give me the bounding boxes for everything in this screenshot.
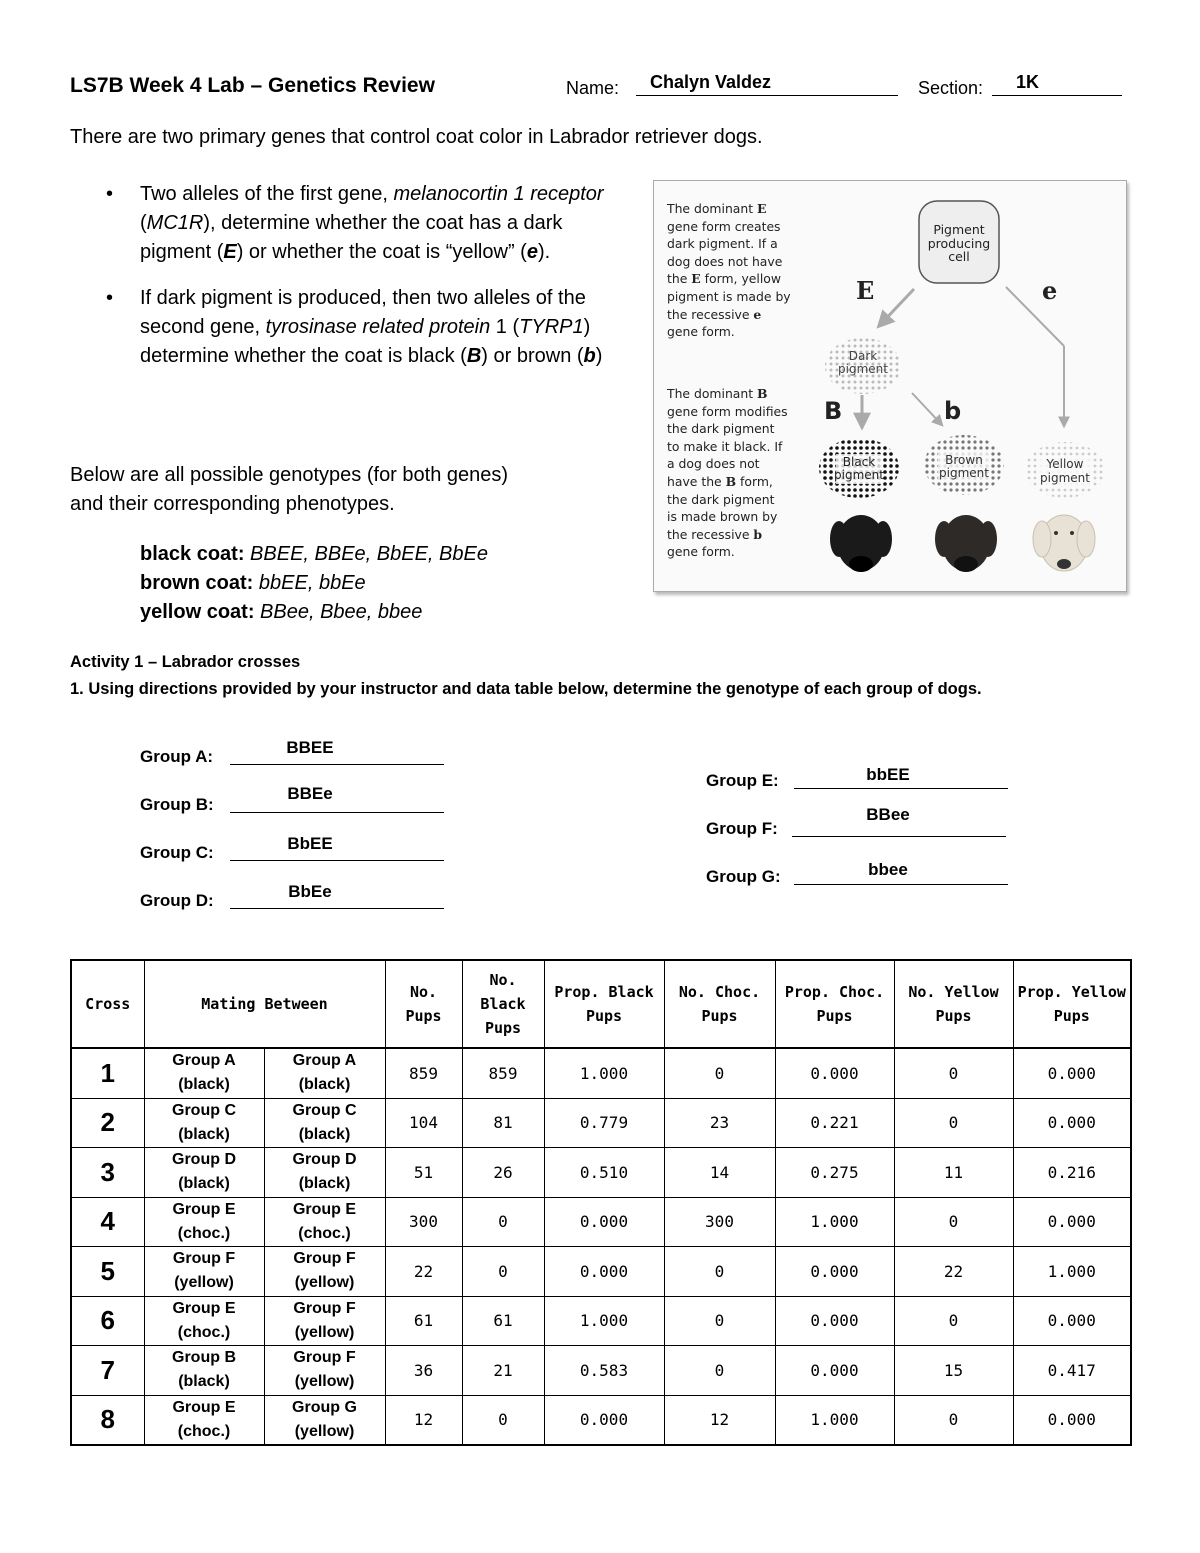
caption-line: the dark pigment — [667, 491, 775, 507]
mating-group-2: Group E (choc.) — [264, 1197, 385, 1247]
prop-black-pups: 0.510 — [544, 1148, 664, 1198]
intro-text: There are two primary genes that control coat color in Labrador retriever dogs. — [70, 126, 763, 148]
bullet-dot-icon: • — [106, 183, 114, 205]
bullet-text: Two alleles of the first gene, — [140, 183, 394, 205]
prop-black-pups: 0.000 — [544, 1395, 664, 1445]
prop-yellow-pups: 0.000 — [1013, 1395, 1131, 1445]
prop-choc-pups: 0.221 — [775, 1098, 894, 1148]
dark-pigment-label-1: Dark — [848, 349, 878, 363]
brown-pigment-label-1: Brown — [945, 453, 983, 467]
cross-number: 5 — [71, 1247, 144, 1297]
allele-b-label: b — [944, 397, 962, 425]
caption-line: have the B form, — [667, 473, 773, 489]
group-b-line — [230, 812, 444, 813]
mating-group-1: Group E (choc.) — [144, 1296, 264, 1346]
col-header-mating: Mating Between — [144, 960, 385, 1048]
bullet-text: ) — [595, 345, 603, 367]
name-line — [636, 95, 898, 96]
mating-group-2: Group D (black) — [264, 1148, 385, 1198]
no-black-pups: 81 — [462, 1098, 544, 1148]
prop-yellow-pups: 0.000 — [1013, 1296, 1131, 1346]
activity-heading: Activity 1 – Labrador crosses — [70, 653, 301, 671]
allele-E-label: E — [856, 276, 875, 305]
section-label: Section: — [918, 78, 984, 98]
group-g-label: Group G: — [706, 867, 781, 886]
mating-group-1: Group C (black) — [144, 1098, 264, 1148]
bullet-dot-icon: • — [106, 287, 114, 309]
prop-black-pups: 0.779 — [544, 1098, 664, 1148]
prop-choc-pups: 0.000 — [775, 1247, 894, 1297]
mating-group-1: Group E (choc.) — [144, 1197, 264, 1247]
col-header-prop-black: Prop. Black Pups — [544, 960, 664, 1048]
no-black-pups: 61 — [462, 1296, 544, 1346]
no-choc-pups: 23 — [664, 1098, 775, 1148]
no-yellow-pups: 0 — [894, 1098, 1013, 1148]
pigment-pathway-diagram — [654, 181, 1126, 591]
allele: b — [583, 345, 596, 367]
table-row — [71, 1197, 1131, 1247]
group-b-label: Group B: — [140, 795, 214, 814]
mating-group-1: Group A (black) — [144, 1048, 264, 1098]
col-header-no-yellow: No. Yellow Pups — [894, 960, 1013, 1048]
caption-line: gene form. — [667, 324, 735, 340]
prop-black-pups: 0.583 — [544, 1346, 664, 1396]
cross-number: 1 — [71, 1048, 144, 1098]
cross-number: 2 — [71, 1098, 144, 1148]
group-g-line — [794, 884, 1008, 885]
mating-group-2: Group F (yellow) — [264, 1247, 385, 1297]
group-e-line — [794, 788, 1008, 789]
gene-abbrev: MC1R — [146, 212, 204, 234]
prop-choc-pups: 0.000 — [775, 1048, 894, 1098]
group-a-line — [230, 764, 444, 765]
gene-name: melanocortin 1 receptor — [393, 183, 604, 205]
no-choc-pups: 0 — [664, 1346, 775, 1396]
bullet-mc1r — [70, 180, 635, 267]
caption-line: a dog does not — [667, 456, 760, 472]
prop-black-pups: 0.000 — [544, 1247, 664, 1297]
gene-name: tyrosinase related protein — [265, 316, 491, 338]
table-header-row — [71, 960, 1131, 1048]
section-field[interactable]: 1K — [1016, 72, 1040, 92]
no-choc-pups: 0 — [664, 1247, 775, 1297]
brown-pigment-label-2: pigment — [939, 466, 989, 480]
bullet-text: ). — [537, 241, 551, 263]
prop-choc-pups: 1.000 — [775, 1197, 894, 1247]
phenotype-label: yellow coat: — [140, 601, 255, 623]
activity-question: 1. Using directions provided by your instructor and data table below, determine the genotype of each group of dogs. — [70, 680, 982, 698]
table-row — [71, 1048, 1131, 1098]
group-a-label: Group A: — [140, 747, 214, 766]
caption-line: the dark pigment — [667, 421, 775, 437]
table-row — [71, 1395, 1131, 1445]
black-pigment-label-2: pigment — [834, 468, 884, 482]
no-pups: 51 — [385, 1148, 462, 1198]
caption-line: the recessive e — [667, 306, 762, 322]
group-c-answer[interactable]: BbEE — [287, 834, 333, 853]
mating-group-1: Group B (black) — [144, 1346, 264, 1396]
table-row — [71, 1296, 1131, 1346]
mating-group-1: Group E (choc.) — [144, 1395, 264, 1445]
allele: e — [526, 241, 538, 263]
phenotype-brown — [140, 569, 488, 598]
prop-black-pups: 1.000 — [544, 1296, 664, 1346]
no-pups: 22 — [385, 1247, 462, 1297]
group-g-answer[interactable]: bbee — [868, 860, 908, 879]
prop-black-pups: 0.000 — [544, 1197, 664, 1247]
phenotype-label: black coat: — [140, 543, 245, 565]
caption-line: to make it black. If — [667, 438, 783, 454]
arrow-E — [879, 289, 914, 326]
no-choc-pups: 14 — [664, 1148, 775, 1198]
phenotype-yellow — [140, 598, 488, 627]
group-f-answer[interactable]: BBee — [866, 805, 910, 824]
no-pups: 12 — [385, 1395, 462, 1445]
no-yellow-pups: 0 — [894, 1296, 1013, 1346]
no-yellow-pups: 11 — [894, 1148, 1013, 1198]
col-header-prop-choc: Prop. Choc. Pups — [775, 960, 894, 1048]
no-yellow-pups: 0 — [894, 1395, 1013, 1445]
phenotype-list — [140, 540, 488, 627]
prop-choc-pups: 0.000 — [775, 1346, 894, 1396]
brown-dog-image — [935, 515, 997, 572]
no-pups: 36 — [385, 1346, 462, 1396]
caption-line: pigment is made by — [667, 288, 791, 304]
yellow-dog-image — [1033, 515, 1095, 571]
no-pups: 61 — [385, 1296, 462, 1346]
group-b-answer[interactable]: BBEe — [287, 784, 333, 803]
no-yellow-pups: 0 — [894, 1197, 1013, 1247]
dark-pigment-label-2: pigment — [838, 362, 888, 376]
group-f-label: Group F: — [706, 819, 778, 838]
cell-label-2: producing — [927, 236, 991, 251]
section-line — [992, 95, 1122, 96]
name-label: Name: — [566, 78, 620, 98]
caption-line: The dominant E — [667, 201, 767, 216]
no-yellow-pups: 22 — [894, 1247, 1013, 1297]
table-row — [71, 1346, 1131, 1396]
bullet-text: 1 ( — [490, 316, 520, 338]
phenotype-genotypes: BBEE, BBEe, BbEE, BbEe — [250, 543, 488, 565]
caption-line: The dominant B — [667, 386, 768, 401]
cross-number: 6 — [71, 1296, 144, 1346]
allele: E — [223, 241, 237, 263]
prop-black-pups: 1.000 — [544, 1048, 664, 1098]
group-e-label: Group E: — [706, 771, 779, 790]
mating-group-1: Group F (yellow) — [144, 1247, 264, 1297]
arrow-b — [912, 393, 942, 425]
table-row — [71, 1247, 1131, 1297]
no-choc-pups: 0 — [664, 1048, 775, 1098]
group-d-answer[interactable]: BbEe — [288, 882, 332, 901]
mating-group-1: Group D (black) — [144, 1148, 264, 1198]
no-black-pups: 21 — [462, 1346, 544, 1396]
caption-line: the E form, yellow — [667, 271, 781, 287]
caption-line: dog does not have — [667, 253, 783, 269]
caption-line: gene form. — [667, 544, 735, 560]
bullet-text: ) determine whether the coat is black ( — [140, 316, 591, 367]
cross-number: 7 — [71, 1346, 144, 1396]
cross-number: 8 — [71, 1395, 144, 1445]
no-choc-pups: 12 — [664, 1395, 775, 1445]
no-pups: 859 — [385, 1048, 462, 1098]
col-header-no-choc: No. Choc. Pups — [664, 960, 775, 1048]
no-choc-pups: 300 — [664, 1197, 775, 1247]
black-dog-image — [830, 515, 892, 572]
allele-B-label: B — [824, 397, 843, 425]
no-choc-pups: 0 — [664, 1296, 775, 1346]
no-black-pups: 859 — [462, 1048, 544, 1098]
text-line: Below are all possible genotypes (for both genes) — [70, 464, 509, 486]
no-yellow-pups: 0 — [894, 1048, 1013, 1098]
caption-line: gene form creates — [667, 218, 781, 234]
crosses-data-table — [70, 959, 1132, 1446]
cross-number: 4 — [71, 1197, 144, 1247]
gene-abbrev: TYRP1 — [519, 316, 584, 338]
caption-line: dark pigment. If a — [667, 236, 778, 252]
cross-number: 3 — [71, 1148, 144, 1198]
no-pups: 300 — [385, 1197, 462, 1247]
bullet-tyrp1 — [70, 284, 635, 371]
prop-yellow-pups: 0.000 — [1013, 1098, 1131, 1148]
prop-yellow-pups: 0.417 — [1013, 1346, 1131, 1396]
mating-group-2: Group G (yellow) — [264, 1395, 385, 1445]
yellow-pigment-label-2: pigment — [1040, 471, 1090, 485]
genotypes-intro — [70, 461, 508, 519]
caption-line: the recessive b — [667, 526, 763, 542]
col-header-prop-yellow: Prop. Yellow Pups — [1013, 960, 1131, 1048]
no-black-pups: 0 — [462, 1247, 544, 1297]
gene-bullet-list — [70, 180, 635, 388]
text-line: and their corresponding phenotypes. — [70, 493, 395, 515]
col-header-no-black: No. Black Pups — [462, 960, 544, 1048]
group-c-line — [230, 860, 444, 861]
yellow-pigment-label-1: Yellow — [1046, 457, 1084, 471]
bullet-text: ( — [140, 212, 147, 234]
caption-line: is made brown by — [667, 509, 778, 525]
allele: B — [466, 345, 482, 367]
no-black-pups: 26 — [462, 1148, 544, 1198]
no-yellow-pups: 15 — [894, 1346, 1013, 1396]
phenotype-genotypes: bbEE, bbEe — [258, 572, 366, 594]
black-pigment-label-1: Black — [842, 455, 876, 469]
group-c-label: Group C: — [140, 843, 214, 862]
caption-line: gene form modifies — [667, 403, 788, 419]
mating-group-2: Group F (yellow) — [264, 1346, 385, 1396]
no-black-pups: 0 — [462, 1197, 544, 1247]
cell-label-1: Pigment — [933, 222, 985, 237]
no-pups: 104 — [385, 1098, 462, 1148]
bullet-text: ), determine whether the coat has a dark pigment ( — [140, 212, 563, 263]
bullet-text: If dark pigment is produced, then two alleles of the second gene, — [140, 287, 586, 338]
cell-label-3: cell — [948, 249, 970, 264]
phenotype-genotypes: BBee, Bbee, bbee — [260, 601, 423, 623]
table-row — [71, 1098, 1131, 1148]
group-a-answer[interactable]: BBEE — [286, 738, 334, 757]
no-black-pups: 0 — [462, 1395, 544, 1445]
allele-e-label: e — [1042, 276, 1058, 305]
prop-yellow-pups: 1.000 — [1013, 1247, 1131, 1297]
group-d-label: Group D: — [140, 891, 214, 910]
prop-yellow-pups: 0.000 — [1013, 1197, 1131, 1247]
coat-color-figure — [653, 180, 1127, 592]
phenotype-black — [140, 540, 488, 569]
prop-yellow-pups: 0.000 — [1013, 1048, 1131, 1098]
group-e-answer[interactable]: bbEE — [866, 765, 910, 784]
phenotype-label: brown coat: — [140, 572, 254, 594]
prop-choc-pups: 0.000 — [775, 1296, 894, 1346]
group-f-line — [792, 836, 1006, 837]
prop-choc-pups: 1.000 — [775, 1395, 894, 1445]
page-title: LS7B Week 4 Lab – Genetics Review — [70, 74, 435, 97]
col-header-no-pups: No. Pups — [385, 960, 462, 1048]
prop-yellow-pups: 0.216 — [1013, 1148, 1131, 1198]
group-d-line — [230, 908, 444, 909]
bullet-text: ) or whether the coat is “yellow” ( — [236, 241, 527, 263]
mating-group-2: Group A (black) — [264, 1048, 385, 1098]
prop-choc-pups: 0.275 — [775, 1148, 894, 1198]
table-row — [71, 1148, 1131, 1198]
col-header-cross: Cross — [71, 960, 144, 1048]
bullet-text: ) or brown ( — [481, 345, 584, 367]
name-field[interactable]: Chalyn Valdez — [650, 72, 772, 92]
mating-group-2: Group C (black) — [264, 1098, 385, 1148]
mating-group-2: Group F (yellow) — [264, 1296, 385, 1346]
